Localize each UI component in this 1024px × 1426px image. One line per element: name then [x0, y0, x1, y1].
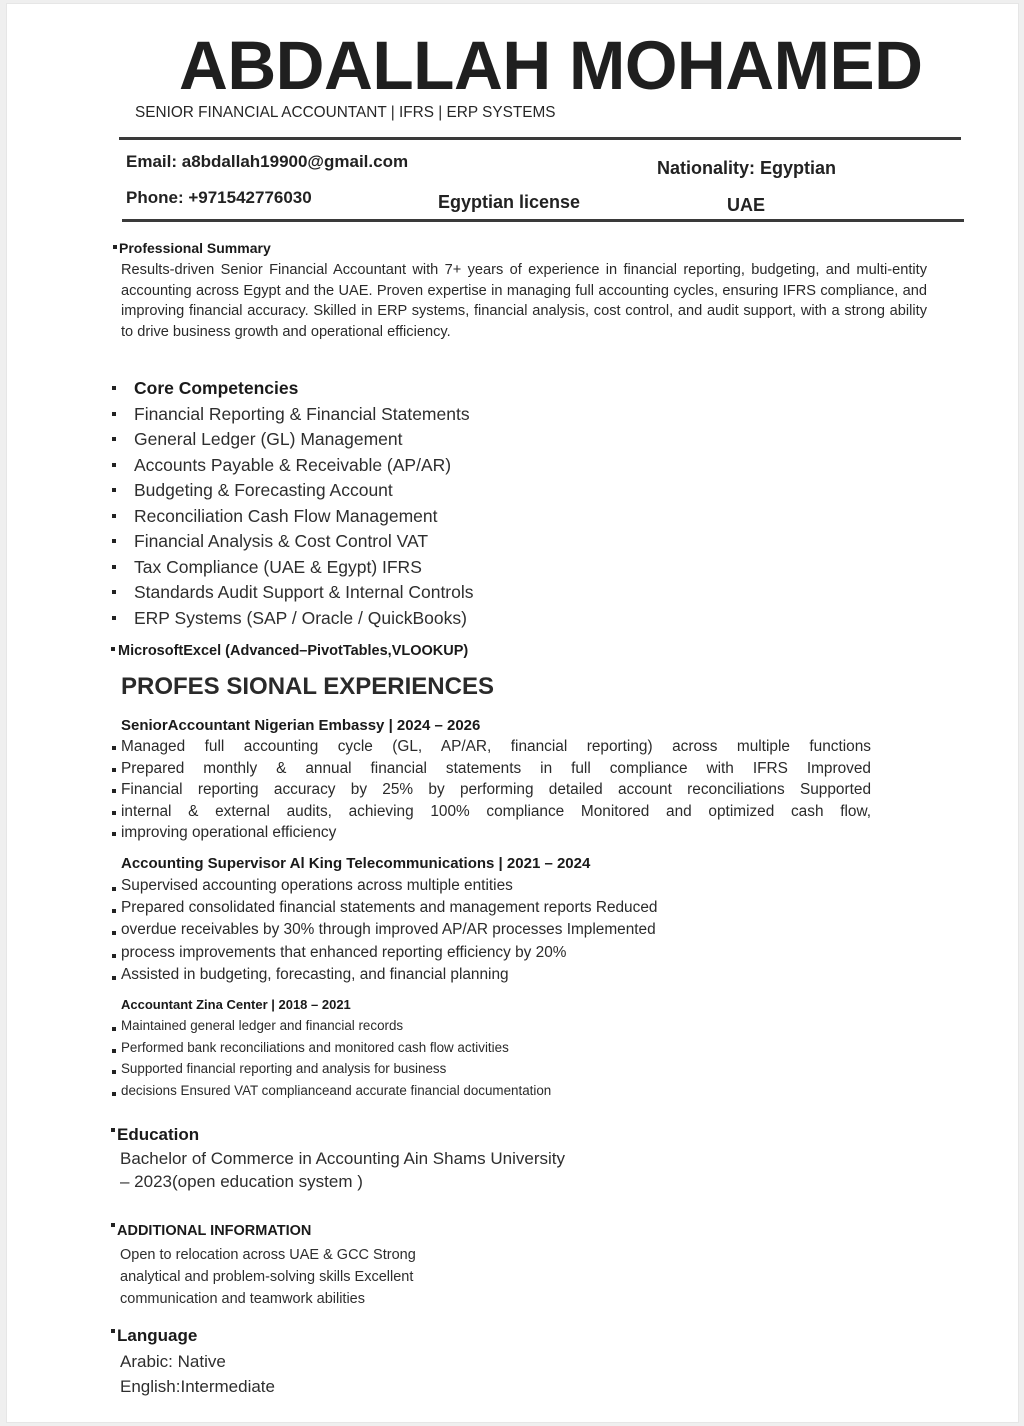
job-bullet: Financial reporting accuracy by 25% by performing detailed account reconciliations Supported: [111, 779, 871, 801]
job-title: SeniorAccountant Nigerian Embassy | 2024 – 2026: [121, 717, 481, 734]
job-bullet: decisions Ensured VAT complianceand accurate financial documentation: [111, 1080, 551, 1102]
contact-phone: Phone: +971542776030: [126, 188, 312, 207]
experience-heading: PROFES SIONAL EXPERIENCES: [121, 673, 494, 700]
bullet-icon: [112, 1092, 116, 1096]
bullet-icon: [112, 1049, 116, 1053]
candidate-headline: SENIOR FINANCIAL ACCOUNTANT | IFRS | ERP SYSTEMS: [135, 104, 556, 121]
bullet-icon: [112, 954, 116, 958]
bullet-icon: [112, 463, 116, 467]
job-bullet: overdue receivables by 30% through improved AP/AR processes Implemented: [111, 919, 657, 941]
additional-info-line: communication and teamwork abilities: [120, 1291, 365, 1307]
job-bullet: Prepared monthly & annual financial statements in full compliance with IFRS Improved: [111, 758, 871, 780]
education-details: [120, 1147, 565, 1193]
candidate-name: ABDALLAH MOHAMED: [179, 27, 923, 104]
bullet-icon: [111, 1223, 115, 1227]
contact-location: UAE: [727, 195, 766, 215]
language-details: [120, 1350, 275, 1399]
competency-item: Accounts Payable & Receivable (AP/AR): [111, 453, 474, 479]
job-bullet: improving operational efficiency: [111, 822, 871, 844]
contact-nationality: Nationality: Egyptian: [657, 158, 837, 178]
job-title: Accountant Zina Center | 2018 – 2021: [121, 997, 351, 1012]
summary-text: Results-driven Senior Financial Accountant with 7+ years of experience in financial reporting, budgeting, and multi-entity accounting across Egypt and the UAE. Proven expertise in managing full accounting cycles, ensuring IFRS compliance, and improving financial accuracy. Skilled in ERP systems, financial analysis, cost control, and audit support, with a strong ability to drive business growth and operational efficiency.: [121, 262, 927, 340]
bullet-icon: [112, 412, 116, 416]
excel-skill: MicrosoftExcel (Advanced–PivotTables,VLOOKUP): [111, 643, 468, 659]
job-bullet: Supported financial reporting and analysis for business: [111, 1058, 551, 1080]
competency-item: Standards Audit Support & Internal Controls: [111, 580, 474, 606]
competency-item: Financial Analysis & Cost Control VAT: [111, 529, 474, 555]
bullet-icon: [112, 386, 116, 390]
job-entry: [111, 715, 871, 844]
bullet-icon: [113, 245, 117, 249]
additional-info-details: [120, 1244, 416, 1310]
bullet-icon: [112, 437, 116, 441]
bullet-icon: [112, 565, 116, 569]
bullet-icon: [111, 1128, 115, 1132]
job-title: Accounting Supervisor Al King Telecommunications | 2021 – 2024: [121, 855, 591, 872]
language-line: English:Intermediate: [120, 1376, 275, 1396]
additional-info-line: Open to relocation across UAE & GCC Strong: [120, 1247, 416, 1263]
job-bullet: Supervised accounting operations across multiple entities: [111, 875, 657, 897]
language-line: Arabic: Native: [120, 1352, 226, 1371]
bullet-icon: [112, 768, 116, 772]
bullet-icon: [112, 909, 116, 913]
bullet-icon: [112, 832, 116, 836]
competency-item: Budgeting & Forecasting Account: [111, 478, 474, 504]
bullet-icon: [112, 1027, 116, 1031]
job-bullet: Managed full accounting cycle (GL, AP/AR, financial reporting) across multiple functions: [111, 736, 871, 758]
additional-info-heading: ADDITIONAL INFORMATION: [111, 1223, 311, 1239]
bullet-icon: [112, 811, 116, 815]
bullet-icon: [112, 746, 116, 750]
competency-item: Reconciliation Cash Flow Management: [111, 504, 474, 530]
bullet-icon: [112, 514, 116, 518]
bullet-icon: [111, 647, 115, 651]
job-bullet: Assisted in budgeting, forecasting, and financial planning: [111, 964, 657, 986]
summary-heading-text: Professional Summary: [119, 240, 271, 256]
competency-item: ERP Systems (SAP / Oracle / QuickBooks): [111, 606, 474, 632]
bullet-icon: [112, 616, 116, 620]
language-heading: Language: [111, 1326, 197, 1346]
bullet-icon: [112, 976, 116, 980]
bullet-icon: [112, 488, 116, 492]
competencies-heading: Core Competencies: [111, 376, 474, 402]
bullet-icon: [112, 931, 116, 935]
job-bullet: internal & external audits, achieving 100% compliance Monitored and optimized cash flow,: [111, 801, 871, 823]
divider-bottom: [122, 219, 964, 222]
bullet-icon: [112, 539, 116, 543]
job-entry: [111, 853, 657, 986]
bullet-icon: [112, 887, 116, 891]
education-line: Bachelor of Commerce in Accounting Ain Shams University: [120, 1149, 566, 1168]
competencies-list: [111, 376, 474, 631]
summary-heading: [113, 240, 271, 256]
competency-item: Tax Compliance (UAE & Egypt) IFRS: [111, 555, 474, 581]
bullet-icon: [112, 789, 116, 793]
competency-item: General Ledger (GL) Management: [111, 427, 474, 453]
competency-item: Financial Reporting & Financial Statements: [111, 402, 474, 428]
contact-email: Email: a8bdallah19900@gmail.com: [126, 152, 409, 171]
job-bullet: Prepared consolidated financial statements and management reports Reduced: [111, 897, 657, 919]
bullet-icon: [111, 1329, 115, 1333]
divider-top: [119, 137, 961, 140]
education-heading: Education: [111, 1125, 199, 1145]
bullet-icon: [112, 1070, 116, 1074]
contact-license: Egyptian license: [438, 192, 581, 212]
resume-page: [6, 3, 1019, 1423]
bullet-icon: [112, 590, 116, 594]
job-bullet: Maintained general ledger and financial records: [111, 1015, 551, 1037]
job-entry: [111, 995, 551, 1101]
job-bullet: Performed bank reconciliations and monitored cash flow activities: [111, 1037, 551, 1059]
additional-info-line: analytical and problem-solving skills Excellent: [120, 1269, 414, 1285]
education-line: – 2023(open education system ): [120, 1172, 363, 1191]
job-bullet: process improvements that enhanced reporting efficiency by 20%: [111, 942, 657, 964]
